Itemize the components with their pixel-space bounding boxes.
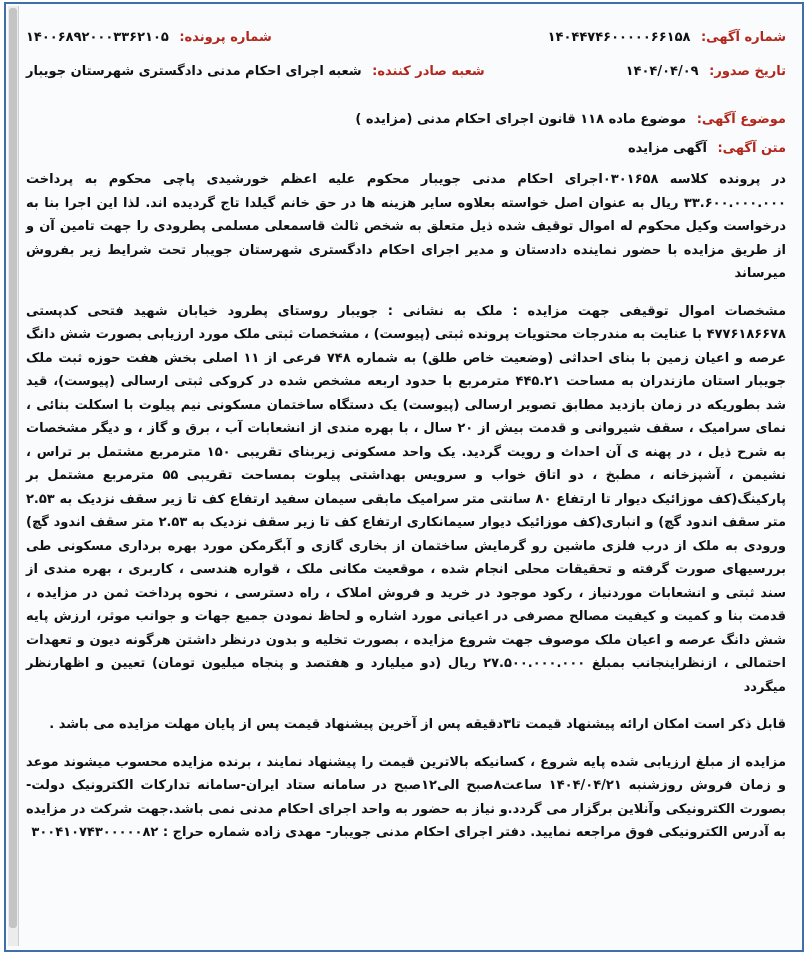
- body-paragraph-property: مشخصات اموال توقیفی جهت مزایده : ملک به نشانی : جویبار روستای پطرود خیابان شهید فتحی کدپستی ۴۷۷۶۱۸۶۶۷۸ با عنایت به مندرجات محتویات پرونده ثبتی (پیوست) ، مشخصات ثبتی ملک مورد ارزیابی بصورت شش دانگ عرصه و اعیان زمین با بنای احداثی (وضعیت خاص طلق) به شماره ۷۴۸ فرعی از ۱۱ اصلی بخش هفت حوزه ثبت ملک جویبار استان مازندران به مساحت ۴۴۵.۲۱ مترمربع با حدود اربعه مشخص شده در کروکی ثبتی ارسالی (پیوست)، قید شد بطوریکه در زمان بازدید مطابق تصویر ارسالی (پیوست) یک دستگاه ساختمان مسکونی نیم پیلوت با اسکلت بنائی ، نمای سرامیک ، سقف شیروانی و قدمت بیش از ۲۰ سال ، با بهره مندی از انشعابات آب ، برق و گاز ، و دیگر مشخصات به شرح ذیل ، در پهنه ی آن احداث و رویت گردید. یک واحد مسکونی زیربنای تقریبی ۱۵۰ مترمربع مشتمل بر تراس ، نشیمن ، آشپزخانه ، مطبخ ، دو اتاق خواب و سرویس بهداشتی پیلوت بمساحت تقریبی ۵۵ مترمربع مشتمل بر پارکینگ(کف موزائیک دیوار تا ارتفاع ۸۰ سانتی متر سرامیک مابقی سیمان سفید ارتفاع کف تا زیر سقف نزدیک به ۲.۵۳ متر سقف اندود گچ) و انباری(کف موزائیک دیوار سیمانکاری ارتفاع کف تا زیر سقف نزدیک به ۲.۵۳ متر سقف اندود گچ) ورودی به ملک از درب فلزی ماشین رو گرمایش ساختمان از بخاری گازی و آبگرمکن مورد بهره برداری مسکونی طی بررسیهای صورت گرفته و تحقیقات محلی انجام شده ، موقعیت مکانی ملک ، قواره هندسی ، کاربری ، بهره مندی از سند ثبتی و انشعابات موردنیاز ، رکود موجود در خرید و فروش املاک ، راه دسترسی ، نحوه پرداخت ثمن در مزایده ، قدمت بنا و کمیت و کیفیت مصالح مصرفی در اعیانی مورد اشاره و لحاظ نمودن جمیع جهات و جوانب موثر، ارزش پایه شش دانگ عرصه و اعیان ملک موصوف جهت شروع مزایده ، بصورت تخلیه و بدون درنظر داشتن هرگونه دیون و تعهدات احتمالی ، ازنظراینجانب بمبلغ ۲۷.۵۰۰.۰۰۰.۰۰۰ ریال (دو میلیارد و هفتصد و پنجاه میلیون تومان) تعیین و اظهارنظر میگردد: [26, 303, 787, 695]
- notice-page: [4, 2, 804, 952]
- body-paragraph-bidding-note: قابل ذکر است امکان ارائه پیشنهاد قیمت تا۳دقیقه پس از آخرین پیشنهاد قیمت پس از پایان مهلت مزایده می باشد .: [49, 717, 786, 732]
- issuer-value: شعبه اجرای احکام مدنی دادگستری شهرستان جویبار: [26, 64, 362, 79]
- issue-date-value: ۱۴۰۴/۰۴/۰۹: [625, 64, 699, 79]
- case-number: [26, 30, 272, 45]
- case-number-value: ۱۴۰۰۶۸۹۲۰۰۰۳۳۶۲۱۰۵: [26, 30, 169, 45]
- ad-number: [548, 30, 786, 45]
- subject-label: موضوع آگهی:: [696, 112, 786, 127]
- scrollbar-thumb[interactable]: [9, 8, 17, 928]
- subject-value: موضوع ماده ۱۱۸ قانون اجرای احکام مدنی (مزایده ): [355, 112, 687, 127]
- body-paragraph-auction-terms: مزایده از مبلغ ارزیابی شده پایه شروع ، کسانیکه بالاترین قیمت را پیشنهاد نمایند ، برنده مزایده محسوب میشوند موعد و زمان فروش روزشنبه ۱۴۰۴/۰۴/۲۱ ساعت۸صبح الی۱۲صبح در سامانه ستاد ایران-سامانه تدارکات الکترونیک دولت-بصورت الکترونیکی وآنلاین برگزار می گردد.و نیاز به حضور به واحد اجرای احکام مدنی نمی باشد.جهت شرکت در مزایده به آدرس الکترونیکی فوق مراجعه نمایید. دفتر اجرای احکام مدنی جویبار- مهدی زاده شماره حراج : ۳۰۰۴۱۰۷۴۳۰۰۰۰۰۸۲: [26, 754, 786, 840]
- header-row-1: [26, 30, 786, 60]
- ad-number-label: شماره آگهی:: [700, 30, 786, 45]
- issuer-label: شعبه صادر کننده:: [372, 64, 485, 79]
- case-number-label: شماره پرونده:: [179, 30, 272, 45]
- ad-number-value: ۱۴۰۴۴۷۴۶۰۰۰۰۰۶۶۱۵۸: [547, 30, 691, 45]
- header-row-2: [26, 64, 786, 94]
- issue-date: [626, 64, 786, 79]
- notice-content: [26, 30, 786, 858]
- vertical-scrollbar[interactable]: [8, 6, 19, 946]
- ad-text-value: آگهی مزایده: [628, 141, 707, 156]
- issuer: [26, 64, 485, 79]
- subject-row: [26, 112, 786, 127]
- issue-date-label: تاریخ صدور:: [709, 64, 786, 79]
- body-paragraph-case: در پرونده کلاسه ۰۳۰۱۶۵۸اجرای احکام مدنی جویبار محکوم علیه اعظم خورشیدی پاچی محکوم به پرداخت ۳۳.۶۰۰.۰۰۰.۰۰۰ ریال به عنوان اصل خواسته بعلاوه سایر هزینه ها در حق خانم گیلدا تاج گردیده اند. لذا این اجرا بنا به درخواست وکیل محکوم له اموال توقیف شده ذیل متعلق به شخص ثالث قاسمعلی مسلمی پطرودی را جهت تامین آن و از طریق مزایده با حضور نماینده دادستان و مدیر اجرای احکام دادگستری شهرستان جویبار تحت شرایط زیر بفروش میرساند: [26, 172, 786, 281]
- ad-text-row: [26, 141, 786, 156]
- ad-text-label: متن آگهی:: [717, 141, 786, 156]
